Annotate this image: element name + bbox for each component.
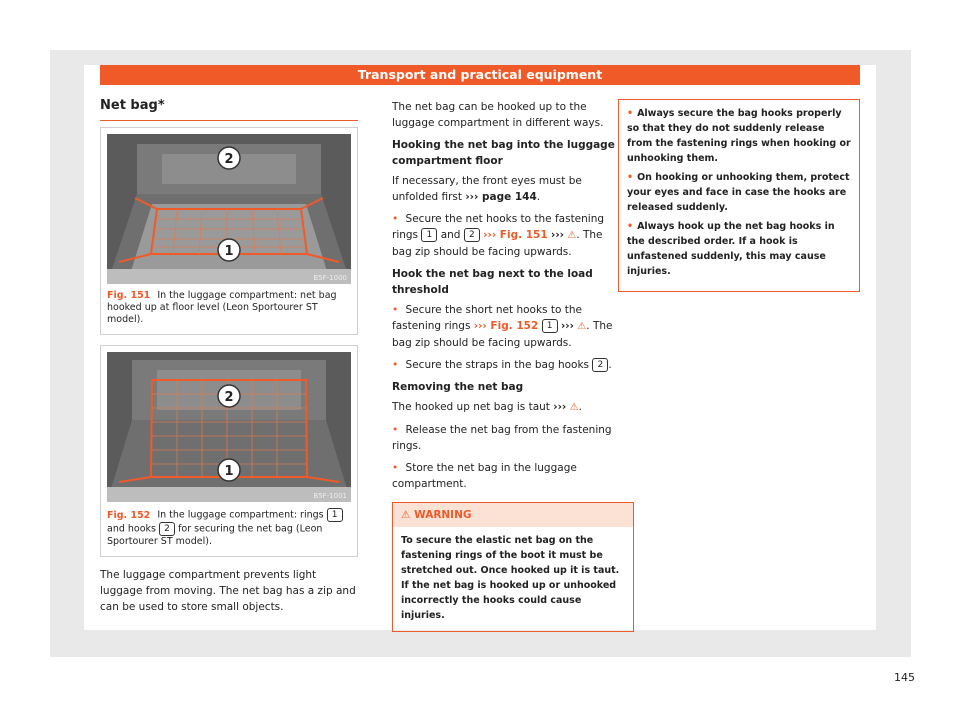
- text: The hooked up net bag is taut: [392, 401, 550, 413]
- figure-link[interactable]: ››› Fig. 151: [483, 229, 548, 241]
- warning-icon: ⚠: [577, 321, 587, 332]
- warning-box: [392, 502, 634, 632]
- bullet-icon: •: [392, 304, 399, 316]
- page-link[interactable]: ››› page 144: [465, 191, 537, 203]
- page-sheet: [50, 50, 915, 684]
- caption-text-c: for securing the net bag (Leon Sportourer ST model).: [107, 523, 323, 547]
- bullet-item: • Secure the straps in the bag hooks 2 .: [392, 359, 612, 371]
- warning-icon: ⚠: [569, 402, 579, 413]
- bullet-icon: •: [627, 108, 634, 119]
- ref-number: 1: [327, 508, 343, 522]
- bullet-item: [392, 211, 620, 260]
- text: . The bag zip should be facing upwards.: [392, 229, 603, 258]
- text: . The bag zip should be facing upwards.: [392, 320, 613, 349]
- figure-caption: [107, 290, 351, 326]
- subheading-removing: Removing the net bag: [392, 381, 524, 393]
- caption-text-b: and hooks: [107, 523, 156, 535]
- text: Store the net bag in the luggage compartment.: [392, 462, 577, 490]
- luggage-photo-threshold: [107, 352, 351, 502]
- figure-151: [100, 127, 358, 335]
- text: and: [440, 229, 461, 241]
- bullet-item: [392, 422, 620, 454]
- arrow-icon: ›››: [553, 401, 567, 413]
- bullet-icon: •: [392, 213, 399, 225]
- caption-text-a: In the luggage compartment: rings: [157, 509, 324, 521]
- text: Secure the net hooks to the fastening rings: [392, 213, 605, 241]
- warning-list: [619, 100, 859, 291]
- luggage-photo-floor: [107, 134, 351, 284]
- marker-2: 2: [224, 390, 234, 405]
- section-title: Net bag*: [100, 98, 165, 113]
- ref-number: 2: [159, 522, 175, 536]
- image-code: B5F-1001: [313, 492, 347, 500]
- figure-label: Fig. 152: [107, 509, 151, 521]
- manual-page: [84, 65, 876, 630]
- text: Always secure the bag hooks properly so that they do not suddenly release from the fastening rings when hooking or unhooking them.: [627, 108, 851, 164]
- arrow-icon: ›››: [551, 229, 564, 241]
- page-number: 145: [894, 671, 915, 684]
- intro-text: The net bag can be hooked up to the luggage compartment in different ways.: [392, 101, 604, 129]
- bullet-item: [392, 460, 620, 492]
- text: If necessary, the front eyes must be unfolded first: [392, 175, 582, 203]
- warning-list-box: [618, 99, 860, 292]
- warning-icon: ⚠: [401, 509, 411, 521]
- warning-item: [627, 170, 851, 215]
- subheading-floor: Hooking the net bag into the luggage compartment floor: [392, 139, 615, 167]
- bullet-icon: •: [627, 172, 634, 183]
- figure-caption: [107, 508, 351, 548]
- left-column: [100, 127, 358, 623]
- figure-152: [100, 345, 358, 557]
- bullet-icon: •: [392, 359, 399, 371]
- bullet-icon: •: [392, 424, 399, 436]
- ref-number: 2: [592, 358, 608, 372]
- arrow-icon: ›››: [560, 320, 574, 332]
- bullet-icon: •: [392, 462, 399, 474]
- marker-1: 1: [224, 464, 234, 479]
- paragraph: If necessary, the front eyes must be unfolded first ››› page 144.: [392, 175, 582, 203]
- marker-2: 2: [224, 152, 234, 167]
- ref-number: 1: [421, 228, 437, 242]
- image-code: B5F-1000: [313, 274, 347, 282]
- text: Secure the short net hooks to the fastening rings: [392, 304, 582, 332]
- warning-item: [627, 106, 851, 166]
- bullet-icon: •: [627, 221, 634, 232]
- paragraph: The hooked up net bag is taut ››› ⚠.: [392, 401, 582, 413]
- text: Secure the straps in the bag hooks: [405, 359, 589, 371]
- intro-paragraph: The luggage compartment prevents light luggage from moving. The net bag has a zip and can be used to store small objects.: [100, 569, 356, 613]
- marker-1: 1: [224, 244, 234, 259]
- text: Always hook up the net bag hooks in the described order. If a hook is unfastened suddenly, this may cause injuries.: [627, 221, 835, 277]
- middle-column: [392, 99, 620, 632]
- warning-item: [627, 219, 851, 279]
- ref-number: 1: [542, 319, 558, 333]
- warning-text: To secure the elastic net bag on the fastening rings of the boot it must be stretched out. Once hooked up it is taut. If the net bag is hooked up or unhooked incorrectly the hooks could cause injuries.: [401, 535, 620, 621]
- subheading-threshold: Hook the net bag next to the load threshold: [392, 268, 593, 296]
- warning-title: WARNING: [414, 509, 472, 521]
- warning-icon: ⚠: [567, 230, 577, 241]
- text: Release the net bag from the fastening rings.: [392, 424, 612, 452]
- text: On hooking or unhooking them, protect your eyes and face in case the hooks are released suddenly.: [627, 172, 850, 213]
- page-header: Transport and practical equipment: [100, 65, 860, 85]
- figure-label: Fig. 151: [107, 290, 151, 301]
- bullet-item: [392, 302, 620, 351]
- warning-header: [393, 503, 633, 527]
- figure-link[interactable]: ››› Fig. 152: [473, 320, 539, 332]
- ref-number: 2: [464, 228, 480, 242]
- title-rule: [100, 120, 358, 121]
- caption-text: In the luggage compartment: net bag hooked up at floor level (Leon Sportourer ST model).: [107, 290, 337, 325]
